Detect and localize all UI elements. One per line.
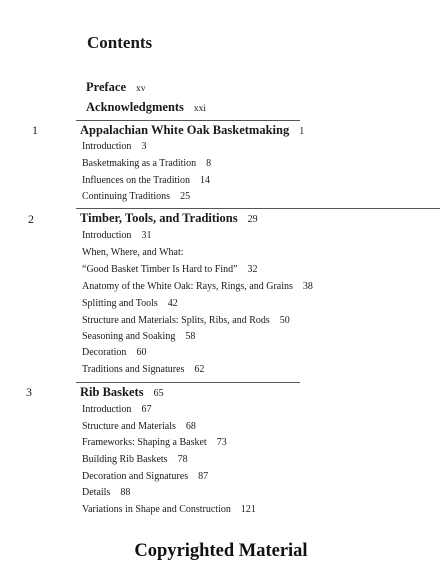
- toc-page-number: 29: [247, 214, 258, 225]
- toc-entry[interactable]: [82, 191, 190, 202]
- toc-page-number: 73: [216, 437, 227, 448]
- toc-page-number: 62: [194, 364, 205, 375]
- toc-entry-label: Introduction: [82, 404, 132, 415]
- toc-entry[interactable]: [82, 437, 227, 448]
- chapter-title: Rib Baskets: [80, 385, 144, 399]
- toc-entry-label: Introduction: [82, 141, 132, 152]
- toc-entry-label: Variations in Shape and Construction: [82, 504, 231, 515]
- chapter-2-heading[interactable]: [80, 211, 258, 226]
- toc-page-number: 87: [198, 471, 209, 482]
- toc-entry[interactable]: [82, 364, 204, 375]
- toc-entry-label: Structure and Materials: [82, 421, 176, 432]
- toc-entry-label: Traditions and Signatures: [82, 364, 185, 375]
- chapter-title: Timber, Tools, and Traditions: [80, 211, 238, 225]
- toc-entry[interactable]: [82, 315, 290, 326]
- toc-page-number: 25: [180, 191, 191, 202]
- chapter-divider: [76, 120, 300, 121]
- page-title: Contents: [87, 33, 153, 52]
- toc-entry-label: When, Where, and What:: [82, 247, 184, 258]
- toc-page-number: 88: [120, 487, 131, 498]
- toc-entry[interactable]: [82, 504, 256, 515]
- toc-page-number: 65: [153, 388, 164, 399]
- toc-entry-label: Building Rib Baskets: [82, 454, 168, 465]
- toc-entry-label: Details: [82, 487, 111, 498]
- toc-entry-label: Influences on the Tradition: [82, 175, 191, 186]
- chapter-number: 1: [32, 123, 38, 137]
- toc-page-number: 8: [206, 158, 212, 169]
- toc-page-number: 60: [136, 347, 147, 358]
- toc-entry[interactable]: [82, 347, 146, 358]
- toc-entry[interactable]: [82, 264, 258, 275]
- toc-page-number: xxi: [193, 104, 207, 114]
- toc-page-number: 38: [302, 281, 313, 292]
- toc-entry-label: Decoration and Signatures: [82, 471, 189, 482]
- chapter-divider: [76, 382, 300, 383]
- toc-page-number: 50: [279, 315, 290, 326]
- toc-entry-label: Seasoning and Soaking: [82, 331, 176, 342]
- toc-entry[interactable]: [82, 230, 151, 241]
- toc-entry[interactable]: [82, 454, 188, 465]
- chapter-number: 3: [26, 385, 32, 399]
- chapter-divider: [76, 208, 440, 209]
- toc-entry-label: “Good Basket Timber Is Hard to Find”: [82, 264, 238, 275]
- toc-page-number: xv: [136, 84, 146, 94]
- toc-page-number: 121: [240, 504, 256, 515]
- toc-page-number: 3: [141, 141, 147, 152]
- toc-entry[interactable]: [82, 175, 210, 186]
- toc-page-number: 1: [299, 126, 305, 137]
- toc-front-matter-preface[interactable]: [86, 80, 146, 95]
- toc-front-matter-acknowledgments[interactable]: [86, 100, 206, 115]
- chapter-number: 2: [28, 212, 34, 226]
- chapter-3-heading[interactable]: [80, 385, 164, 400]
- toc-entry-label: Frameworks: Shaping a Basket: [82, 437, 207, 448]
- toc-entry[interactable]: [82, 298, 178, 309]
- toc-page-number: 14: [200, 175, 211, 186]
- toc-page-number: 67: [141, 404, 152, 415]
- toc-entry[interactable]: [82, 421, 196, 432]
- toc-entry[interactable]: [82, 331, 195, 342]
- toc-page-number: 78: [177, 454, 188, 465]
- toc-entry[interactable]: [82, 471, 208, 482]
- toc-entry-label: Preface: [86, 80, 127, 94]
- toc-page-number: 58: [185, 331, 196, 342]
- copyright-footer: Copyrighted Material: [134, 541, 308, 561]
- toc-entry[interactable]: [82, 158, 211, 169]
- toc-page-number: 31: [141, 230, 152, 241]
- toc-entry-label: Splitting and Tools: [82, 298, 158, 309]
- toc-entry[interactable]: [82, 404, 151, 415]
- toc-entry-label: Acknowledgments: [86, 100, 184, 114]
- chapter-title: Appalachian White Oak Basketmaking: [80, 123, 290, 137]
- chapter-1-heading[interactable]: [80, 123, 304, 138]
- toc-entry-label: Introduction: [82, 230, 132, 241]
- toc-page-number: 32: [247, 264, 258, 275]
- toc-entry-label: Structure and Materials: Splits, Ribs, and Rods: [82, 315, 270, 326]
- toc-entry[interactable]: [82, 281, 313, 292]
- toc-page-number: 42: [167, 298, 178, 309]
- toc-entry-label: Anatomy of the White Oak: Rays, Rings, and Grains: [82, 281, 293, 292]
- toc-entry[interactable]: [82, 141, 146, 152]
- toc-entry-label: Decoration: [82, 347, 127, 358]
- toc-entry[interactable]: [82, 487, 130, 498]
- toc-entry[interactable]: [82, 247, 184, 258]
- toc-entry-label: Continuing Traditions: [82, 191, 171, 202]
- toc-entry-label: Basketmaking as a Tradition: [82, 158, 197, 169]
- toc-page-number: 68: [185, 421, 196, 432]
